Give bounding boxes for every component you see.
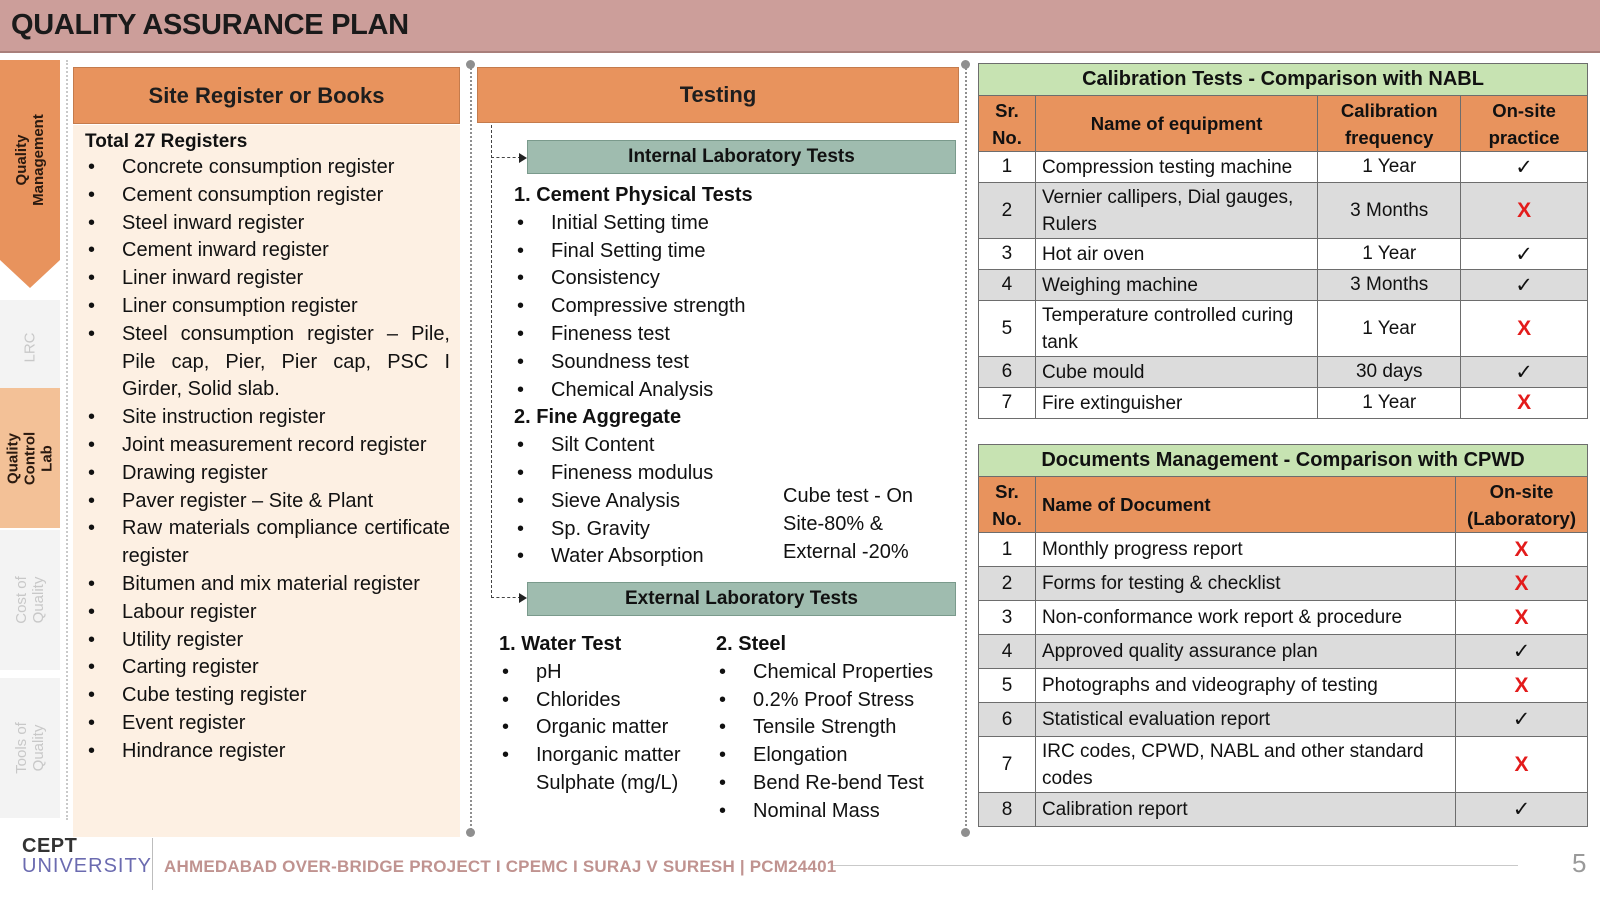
nav-tab-label: Cost of Quality — [13, 576, 47, 624]
status-cell — [1456, 635, 1588, 669]
list-item: • Inorganic matter Sulphate (mg/L) — [499, 742, 699, 798]
list-item: • Sieve Analysis — [514, 488, 774, 516]
sr-no-cell: 4 — [979, 270, 1036, 301]
table-row — [979, 388, 1588, 419]
table-row — [979, 601, 1588, 635]
separator-dot — [961, 828, 970, 837]
cross-icon: X — [1517, 198, 1532, 222]
list-item: • Carting register — [85, 654, 450, 682]
column-header: Name of equipment — [1035, 96, 1317, 152]
list-item: • Raw materials compliance certificate register — [85, 515, 450, 571]
footer-project-text: AHMEDABAD OVER-BRIDGE PROJECT I CPEMC I SURAJ V SURESH | PCM24401 — [164, 857, 837, 876]
list-item: • Consistency — [514, 265, 774, 293]
active-tab-arrow — [0, 260, 60, 288]
list-item: • Steel consumption register – Pile, Pile cap, Pier, Pier cap, PSC I Girder, Solid slab. — [85, 321, 450, 404]
nav-tab-label: Quality Control Lab — [4, 431, 56, 485]
table-row — [979, 152, 1588, 183]
logo-line-1: CEPT — [22, 835, 78, 857]
registers-panel — [73, 125, 460, 837]
cross-icon: X — [1517, 391, 1532, 414]
documents-caption: Documents Management - Comparison with CPWD — [979, 445, 1588, 477]
status-cell — [1461, 183, 1588, 239]
table-row — [979, 703, 1588, 737]
list-item: • Silt Content — [514, 432, 774, 460]
equipment-name-cell: Weighing machine — [1035, 270, 1317, 301]
cross-icon: X — [1514, 537, 1529, 561]
checkmark-icon: ✓ — [1515, 273, 1533, 297]
nav-tab-lrc[interactable] — [0, 300, 60, 395]
sr-no-cell: 7 — [979, 388, 1036, 419]
list-item: • Cube testing register — [85, 682, 450, 710]
list-item: • Drawing register — [85, 460, 450, 488]
column-header: Name of Document — [1035, 477, 1455, 533]
document-name-cell: Approved quality assurance plan — [1035, 635, 1455, 669]
list-item: • Bend Re-bend Test — [716, 770, 961, 798]
equipment-name-cell: Vernier callipers, Dial gauges, Rulers — [1035, 183, 1317, 239]
list-item: • Site instruction register — [85, 404, 450, 432]
sr-no-cell: 3 — [979, 601, 1036, 635]
cement-tests-list — [514, 210, 774, 405]
water-tests-list — [499, 659, 699, 798]
footer-rule — [833, 865, 1518, 866]
sr-no-cell: 6 — [979, 703, 1036, 737]
status-cell — [1461, 357, 1588, 388]
table-row — [979, 669, 1588, 703]
frequency-cell: 1 Year — [1318, 239, 1461, 270]
fine-aggregate-list — [514, 432, 774, 571]
fine-aggregate-heading: 2. Fine Aggregate — [514, 406, 682, 429]
nav-tab-tools-of-quality[interactable] — [0, 678, 60, 818]
column-separator — [965, 64, 967, 834]
list-item: • Chemical Properties — [716, 659, 961, 687]
equipment-name-cell: Cube mould — [1035, 357, 1317, 388]
list-item: • 0.2% Proof Stress — [716, 687, 961, 715]
table-row — [979, 737, 1588, 793]
logo-line-2: UNIVERSITY — [22, 855, 153, 877]
water-tests-block — [499, 631, 699, 798]
list-item: • Liner inward register — [85, 265, 450, 293]
table-row — [979, 533, 1588, 567]
sr-no-cell: 5 — [979, 669, 1036, 703]
checkmark-icon: ✓ — [1512, 640, 1531, 663]
document-name-cell: Photographs and videography of testing — [1035, 669, 1455, 703]
frequency-cell: 1 Year — [1318, 301, 1461, 357]
list-item: • Steel inward register — [85, 210, 450, 238]
list-item: • Labour register — [85, 599, 450, 627]
table-row — [979, 357, 1588, 388]
list-item: • Utility register — [85, 627, 450, 655]
cement-tests-heading: 1. Cement Physical Tests — [514, 184, 753, 206]
list-item: • pH — [499, 659, 699, 687]
frequency-cell: 1 Year — [1318, 388, 1461, 419]
list-item: • Soundness test — [514, 349, 774, 377]
testing-header: Testing — [477, 67, 959, 123]
list-item: • Nominal Mass — [716, 798, 961, 826]
status-cell — [1456, 567, 1588, 601]
cross-icon: X — [1514, 571, 1529, 595]
frequency-cell: 1 Year — [1318, 152, 1461, 183]
column-header: Sr. No. — [979, 96, 1036, 152]
document-name-cell: IRC codes, CPWD, NABL and other standard codes — [1035, 737, 1455, 793]
sr-no-cell: 2 — [979, 183, 1036, 239]
nav-tab-label: Tools of Quality — [13, 722, 47, 774]
column-separator — [470, 64, 472, 834]
list-item: • Chlorides — [499, 687, 699, 715]
list-item: • Hindrance register — [85, 738, 450, 766]
steel-test-heading: 2. Steel — [716, 633, 787, 655]
status-cell — [1456, 703, 1588, 737]
list-item: • Bitumen and mix material register — [85, 571, 450, 599]
list-item: • Water Absorption — [514, 543, 774, 571]
status-cell — [1461, 388, 1588, 419]
steel-tests-list — [716, 659, 961, 826]
footer-divider — [152, 838, 153, 890]
sr-no-cell: 3 — [979, 239, 1036, 270]
list-item: • Concrete consumption register — [85, 154, 450, 182]
nav-divider — [66, 60, 68, 820]
document-name-cell: Forms for testing & checklist — [1035, 567, 1455, 601]
cross-icon: X — [1514, 673, 1529, 697]
equipment-name-cell: Hot air oven — [1035, 239, 1317, 270]
checkmark-icon: ✓ — [1512, 708, 1531, 731]
list-item: • Event register — [85, 710, 450, 738]
table-row — [979, 239, 1588, 270]
page-title: QUALITY ASSURANCE PLAN — [11, 9, 409, 41]
status-cell — [1461, 239, 1588, 270]
cube-test-note: Cube test - On Site-80% & External -20% — [783, 485, 914, 563]
calibration-caption: Calibration Tests - Comparison with NABL — [979, 64, 1588, 96]
checkmark-icon: ✓ — [1515, 242, 1533, 266]
list-item: • Tensile Strength — [716, 714, 961, 742]
sr-no-cell: 2 — [979, 567, 1036, 601]
registers-total: Total 27 Registers — [85, 131, 248, 152]
list-item: • Paver register – Site & Plant — [85, 488, 450, 516]
cross-icon: X — [1514, 605, 1529, 629]
page-number: 5 — [1572, 848, 1587, 878]
status-cell — [1456, 737, 1588, 793]
status-cell — [1456, 793, 1588, 827]
list-item: • Joint measurement record register — [85, 432, 450, 460]
status-cell — [1461, 152, 1588, 183]
cross-icon: X — [1514, 752, 1529, 776]
cept-university-logo — [22, 836, 152, 876]
connector-line — [491, 125, 492, 598]
checkmark-icon: ✓ — [1512, 798, 1531, 821]
steel-tests-block — [716, 631, 961, 826]
calibration-table — [978, 63, 1588, 419]
list-item: • Fineness test — [514, 321, 774, 349]
registers-list — [85, 154, 450, 766]
document-name-cell: Statistical evaluation report — [1035, 703, 1455, 737]
nav-tab-label: Quality Management — [13, 114, 47, 206]
internal-tests-block — [514, 182, 774, 571]
sr-no-cell: 6 — [979, 357, 1036, 388]
status-cell — [1456, 533, 1588, 567]
list-item: • Sp. Gravity — [514, 516, 774, 544]
documents-table — [978, 444, 1588, 827]
equipment-name-cell: Temperature controlled curing tank — [1035, 301, 1317, 357]
checkmark-icon: ✓ — [1515, 155, 1533, 179]
document-name-cell: Monthly progress report — [1035, 533, 1455, 567]
arrow-right-icon — [519, 593, 527, 603]
document-name-cell: Non-conformance work report & procedure — [1035, 601, 1455, 635]
nav-tab-quality-management[interactable] — [0, 60, 60, 260]
separator-dot — [466, 828, 475, 837]
table-row — [979, 301, 1588, 357]
sr-no-cell: 1 — [979, 152, 1036, 183]
status-cell — [1456, 669, 1588, 703]
internal-lab-header: Internal Laboratory Tests — [527, 140, 956, 174]
list-item: • Liner consumption register — [85, 293, 450, 321]
checkmark-icon: ✓ — [1515, 360, 1533, 384]
frequency-cell: 3 Months — [1318, 270, 1461, 301]
separator-dot — [466, 60, 475, 69]
connector-line — [491, 597, 521, 598]
nav-tab-quality-control-lab[interactable] — [0, 388, 60, 528]
column-header: Sr. No. — [979, 477, 1036, 533]
external-lab-header: External Laboratory Tests — [527, 582, 956, 616]
connector-line — [491, 157, 521, 158]
sr-no-cell: 1 — [979, 533, 1036, 567]
table-row — [979, 567, 1588, 601]
list-item: • Initial Setting time — [514, 210, 774, 238]
frequency-cell: 30 days — [1318, 357, 1461, 388]
list-item: • Final Setting time — [514, 238, 774, 266]
list-item: • Chemical Analysis — [514, 377, 774, 405]
list-item: • Organic matter — [499, 714, 699, 742]
status-cell — [1461, 301, 1588, 357]
water-test-heading: 1. Water Test — [499, 633, 622, 655]
side-navigation — [0, 60, 60, 835]
cross-icon: X — [1517, 316, 1532, 340]
table-row — [979, 183, 1588, 239]
document-name-cell: Calibration report — [1035, 793, 1455, 827]
nav-tab-label: LRC — [21, 332, 39, 363]
sr-no-cell: 5 — [979, 301, 1036, 357]
equipment-name-cell: Compression testing machine — [1035, 152, 1317, 183]
sr-no-cell: 4 — [979, 635, 1036, 669]
list-item: • Compressive strength — [514, 293, 774, 321]
separator-dot — [961, 60, 970, 69]
table-row — [979, 635, 1588, 669]
nav-tab-cost-of-quality[interactable] — [0, 530, 60, 670]
sr-no-cell: 8 — [979, 793, 1036, 827]
table-row — [979, 270, 1588, 301]
status-cell — [1456, 601, 1588, 635]
list-item: • Cement consumption register — [85, 182, 450, 210]
list-item: • Cement inward register — [85, 237, 450, 265]
status-cell — [1461, 270, 1588, 301]
equipment-name-cell: Fire extinguisher — [1035, 388, 1317, 419]
table-row — [979, 793, 1588, 827]
arrow-right-icon — [519, 153, 527, 163]
sr-no-cell: 7 — [979, 737, 1036, 793]
column-header: On-site practice — [1461, 96, 1588, 152]
registers-header: Site Register or Books — [73, 67, 460, 124]
title-bar — [0, 0, 1600, 53]
frequency-cell: 3 Months — [1318, 183, 1461, 239]
column-header: Calibration frequency — [1318, 96, 1461, 152]
list-item: • Elongation — [716, 742, 961, 770]
list-item: • Fineness modulus — [514, 460, 774, 488]
column-header: On-site (Laboratory) — [1456, 477, 1588, 533]
